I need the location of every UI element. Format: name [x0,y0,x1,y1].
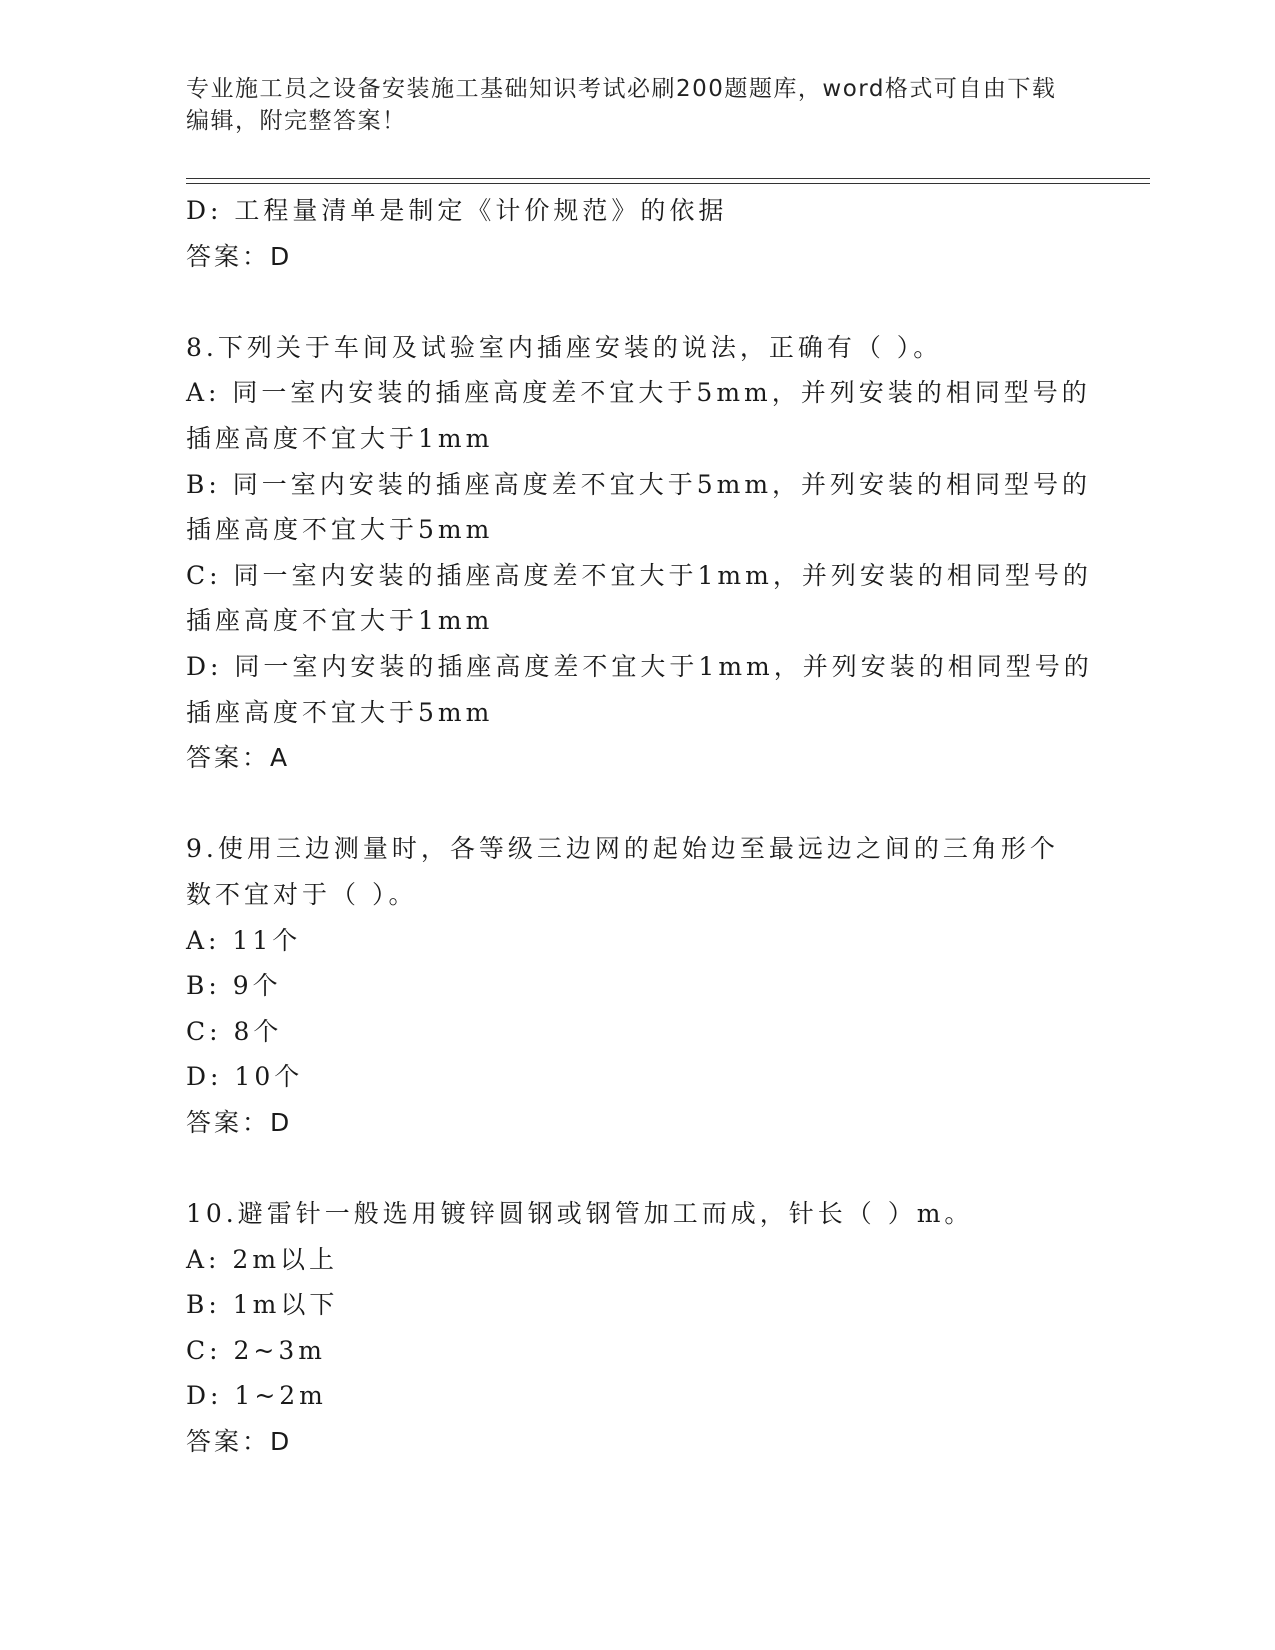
spacer [186,1145,1086,1191]
header-divider-bottom [186,183,1150,184]
answer-line: 答案：D [186,1107,293,1137]
option-a: A: 同一室内安装的插座高度差不宜大于5mm，并列安装的相同型号的 [186,378,1091,408]
option-d: D: 同一室内安装的插座高度差不宜大于1mm，并列安装的相同型号的 [186,651,1093,681]
question-stem: 10.避雷针一般选用镀锌圆钢或钢管加工而成，针长（ ）m。 [186,1199,974,1229]
option-a-continued: 插座高度不宜大于1mm [186,423,494,453]
option-a: A: 11个 [186,925,302,955]
option-d: D: 10个 [186,1062,304,1092]
spacer [186,781,1086,827]
question-item-9 [186,826,1086,1145]
option-c-continued: 插座高度不宜大于1mm [186,606,494,636]
option-c: C: 2~3m [186,1335,326,1365]
option-d: D: 工程量清单是制定《计价规范》的依据 [186,196,728,225]
option-b: B: 9个 [186,971,282,1001]
answer-line: 答案：D [186,1427,293,1457]
header-divider-top [186,178,1150,179]
question-list [186,188,1093,1465]
spacer [186,279,1086,325]
question-stem: 9.使用三边测量时，各等级三边网的起始边至最远边之间的三角形个 [186,834,1059,864]
option-d: D: 1~2m [186,1381,327,1411]
answer-line: 答案：D [186,241,293,271]
option-a: A: 2m以上 [186,1244,339,1274]
question-item-8 [186,325,1093,781]
document-header: 专业施工员之设备安装施工基础知识考试必刷200题题库，word格式可自由下载编辑，附完整答案！ [186,76,1057,134]
option-b-continued: 插座高度不宜大于5mm [186,515,494,545]
option-c: C: 同一室内安装的插座高度差不宜大于1mm，并列安装的相同型号的 [186,560,1092,590]
answer-line: 答案：A [186,743,291,773]
option-c: C: 8个 [186,1016,283,1046]
question-item-10 [186,1191,1086,1465]
question-stem: 8.下列关于车间及试验室内插座安装的说法，正确有（ ）。 [186,332,943,362]
option-b: B: 同一室内安装的插座高度差不宜大于5mm，并列安装的相同型号的 [186,469,1092,499]
option-b: B: 1m以下 [186,1290,339,1320]
option-d-continued: 插座高度不宜大于5mm [186,697,494,727]
question-stem-continued: 数不宜对于（ ）。 [186,879,418,909]
